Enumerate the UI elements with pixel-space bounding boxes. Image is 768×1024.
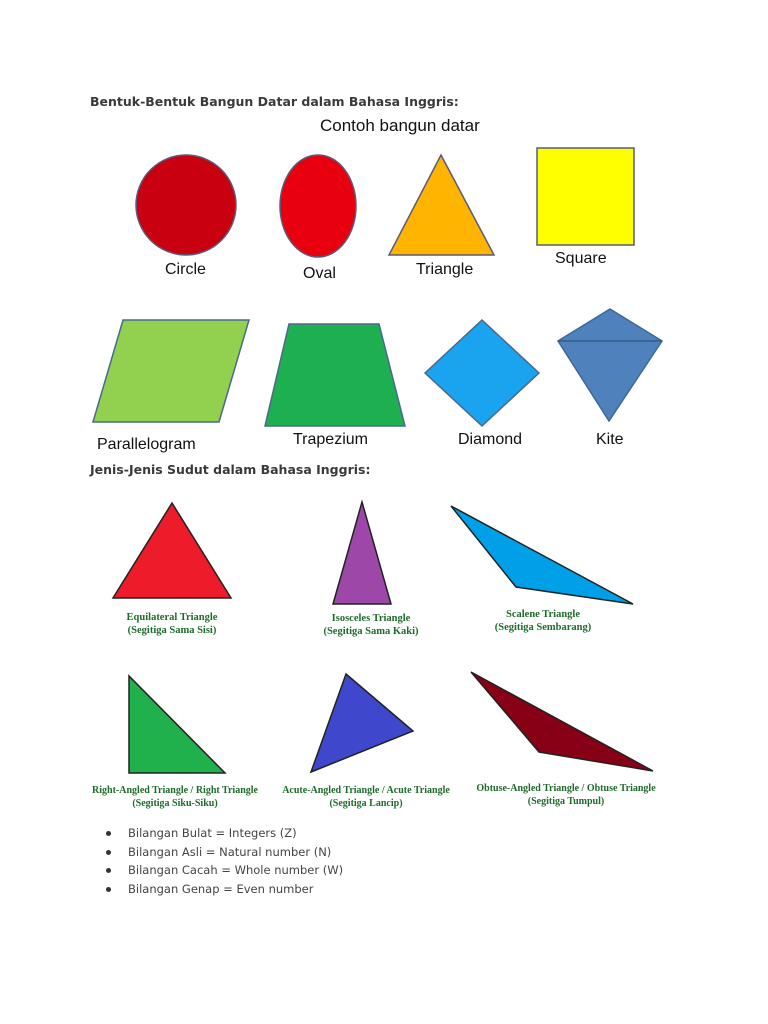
- diamond-shape: [425, 320, 539, 426]
- label-obtuse: [476, 782, 655, 808]
- list-item-text: Bilangan Asli = Natural number (N): [128, 844, 332, 859]
- flat-shapes-drawing: [0, 0, 768, 470]
- list-item-text: Bilangan Bulat = Integers (Z): [128, 826, 297, 840]
- label-acute-id: (Segitiga Lancip): [329, 798, 403, 809]
- label-equilateral-en: Equilateral Triangle: [126, 612, 218, 623]
- label-oval: Oval: [303, 265, 336, 282]
- list-item: [84, 843, 343, 862]
- triangle-types-figure: [0, 490, 768, 820]
- parallelogram-shape: [93, 320, 249, 422]
- figure-title: Contoh bangun datar: [320, 116, 480, 135]
- label-right: [92, 784, 258, 810]
- equilateral-triangle-shape: [113, 503, 231, 598]
- label-acute: [282, 784, 450, 810]
- list-item: [84, 824, 343, 843]
- flat-shapes-figure: [0, 0, 768, 470]
- label-scalene: [495, 608, 592, 634]
- kite-shape: [558, 309, 662, 421]
- acute-triangle-shape: [311, 674, 413, 772]
- label-isosceles: [323, 612, 418, 638]
- section-heading-angles: Jenis-Jenis Sudut dalam Bahasa Inggris:: [90, 462, 371, 477]
- list-item: [84, 880, 343, 899]
- label-equilateral: [127, 611, 218, 637]
- label-circle: Circle: [165, 261, 206, 278]
- bullet-icon: [106, 887, 111, 892]
- label-diamond: Diamond: [458, 431, 523, 448]
- label-obtuse-id: (Segitiga Tumpul): [527, 796, 605, 807]
- label-obtuse-en: Obtuse-Angled Triangle / Obtuse Triangle: [476, 783, 656, 794]
- bullet-icon: [106, 850, 111, 855]
- scalene-triangle-shape: [451, 506, 633, 604]
- label-parallelogram: Parallelogram: [97, 436, 196, 453]
- trapezium-shape: [265, 324, 405, 426]
- label-right-id: (Segitiga Siku-Siku): [132, 798, 218, 809]
- label-right-en: Right-Angled Triangle / Right Triangle: [92, 785, 258, 796]
- obtuse-triangle-shape: [471, 672, 653, 771]
- bullet-icon: [106, 868, 111, 873]
- circle-shape: [136, 155, 236, 255]
- label-acute-en: Acute-Angled Triangle / Acute Triangle: [282, 785, 450, 796]
- label-trapezium: Trapezium: [293, 431, 368, 448]
- list-item: [84, 861, 343, 880]
- section-heading-flat-shapes: Bentuk-Bentuk Bangun Datar dalam Bahasa Inggris:: [90, 94, 459, 109]
- bullet-icon: [106, 831, 111, 836]
- oval-shape: [280, 155, 356, 257]
- list-item-text: Bilangan Genap = Even number: [128, 881, 314, 896]
- right-triangle-shape: [129, 676, 225, 773]
- list-item-text: Bilangan Cacah = Whole number (W): [128, 863, 344, 877]
- isosceles-triangle-shape: [333, 502, 391, 604]
- label-equilateral-id: (Segitiga Sama Sisi): [127, 625, 217, 636]
- label-kite: Kite: [596, 431, 624, 448]
- square-shape: [537, 148, 634, 245]
- label-isosceles-id: (Segitiga Sama Kaki): [323, 626, 419, 637]
- number-terms-list: [84, 824, 343, 898]
- label-scalene-en: Scalene Triangle: [506, 609, 580, 620]
- label-scalene-id: (Segitiga Sembarang): [494, 622, 592, 633]
- label-isosceles-en: Isosceles Triangle: [331, 613, 411, 624]
- label-triangle: Triangle: [416, 261, 474, 278]
- triangle-shape: [389, 155, 494, 255]
- label-square: Square: [555, 250, 607, 267]
- triangle-types-drawing: [0, 490, 768, 820]
